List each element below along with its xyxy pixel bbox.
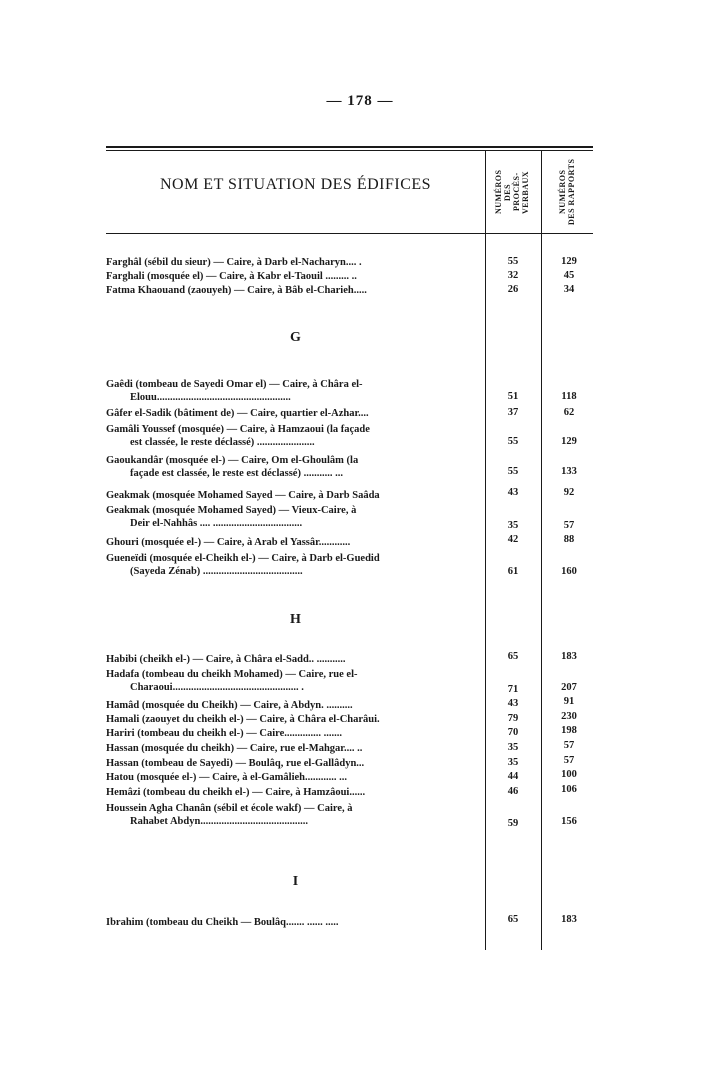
entry-text-continued: Charaoui................................................ . [130, 682, 304, 693]
entry-text-continued: façade est classée, le reste est déclassé) ........... ... [130, 468, 343, 479]
rapport-number: 57 [563, 740, 575, 751]
pv-number: 55 [507, 436, 519, 447]
column-divider-1 [485, 150, 486, 950]
pv-number: 44 [507, 771, 519, 782]
col1-line-2: DES [503, 183, 512, 201]
entry-hadafa [106, 668, 484, 694]
pv-number: 43 [507, 487, 519, 498]
rapport-number: 57 [563, 755, 575, 766]
entry-gafer-el-sadik [106, 407, 484, 420]
entry-text-continued: Elouu................................................... [130, 392, 291, 403]
rapport-number: 57 [563, 520, 575, 531]
entry-text: Habibi (cheikh el-) — Caire, à Châra el-Sadd.. ........... [106, 654, 346, 665]
rapport-number: 129 [561, 256, 577, 267]
entry-text: Farghali (mosquée el) — Caire, à Kabr el-Taouil ......... .. [106, 271, 357, 282]
section-letter-h: H [290, 612, 301, 627]
entry-hemazi [106, 786, 484, 799]
entry-text: Gaêdi (tombeau de Sayedi Omar el) — Caire, à Châra el- [106, 379, 363, 390]
table-top-rule-thin [106, 150, 593, 151]
pv-number: 46 [507, 786, 519, 797]
entry-gaedi [106, 378, 484, 404]
entry-text: Hamali (zaouyet du cheikh el-) — Caire, à Châra el-Charâui. [106, 714, 380, 725]
pv-number: 55 [507, 256, 519, 267]
pv-number: 71 [507, 684, 519, 695]
pv-number: 32 [507, 270, 519, 281]
entry-text: Hassan (mosquée du cheikh) — Caire, rue el-Mahgar.... .. [106, 743, 363, 754]
entry-hamad [106, 699, 484, 712]
col1-line-3: PROCÈS-VERBAUX [512, 170, 530, 214]
rapport-number: 133 [561, 466, 577, 477]
rapport-number: 118 [561, 391, 577, 402]
entry-text: Geakmak (mosquée Mohamed Sayed) — Vieux-Caire, à [106, 505, 357, 516]
entry-text: Hariri (tombeau du cheikh el-) — Caire.............. ....... [106, 728, 343, 739]
pv-number: 51 [507, 391, 519, 402]
entry-gueneidi [106, 552, 484, 578]
column-divider-2 [541, 150, 542, 950]
entry-text-continued: Deir el-Nahhâs .... .................................. [130, 518, 303, 529]
entry-text: Gaoukandâr (mosquée el-) — Caire, Om el-Ghoulâm (la [106, 455, 359, 466]
rapport-number: 160 [561, 566, 577, 577]
pv-number: 26 [507, 284, 519, 295]
entry-hamali [106, 713, 484, 726]
rapport-number: 62 [563, 407, 575, 418]
pv-number: 61 [507, 566, 519, 577]
col2-line-2: DES RAPPORTS [567, 158, 576, 226]
pv-number: 35 [507, 520, 519, 531]
entry-fatma-khaouand [106, 284, 484, 297]
entry-text-continued: (Sayeda Zénab) ...................................... [130, 566, 303, 577]
rapport-number: 100 [561, 769, 577, 780]
entry-text: Hadafa (tombeau du cheikh Mohamed) — Caire, rue el- [106, 669, 358, 680]
pv-number: 43 [507, 698, 519, 709]
entry-text: Ibrahim (tombeau du Cheikh — Boulâq....... ...... ..... [106, 917, 339, 928]
pv-number: 70 [507, 727, 519, 738]
rapport-number: 183 [561, 651, 577, 662]
entry-text: Geakmak (mosquée Mohamed Sayed — Caire, à Darb Saâda [106, 490, 380, 501]
rapport-number: 230 [561, 711, 577, 722]
page-number: — 178 — [326, 93, 394, 109]
entry-text-continued: Rahabet Abdyn......................................... [130, 816, 308, 827]
entry-text: Ghouri (mosquée el-) — Caire, à Arab el Yassâr............ [106, 537, 351, 548]
entry-text: Farghâl (sébil du sieur) — Caire, à Darb el-Nacharyn.... . [106, 257, 362, 268]
col2-line-1: NUMÉROS [558, 169, 567, 215]
entry-gaoukandar [106, 454, 484, 480]
rapport-number: 207 [561, 682, 577, 693]
entry-hatou [106, 771, 484, 784]
entry-habibi [106, 653, 484, 666]
entry-text-continued: est classée, le reste déclassé) ...................... [130, 437, 315, 448]
table-header-title: NOM ET SITUATION DES ÉDIFICES [159, 176, 432, 193]
pv-number: 37 [507, 407, 519, 418]
pv-number: 65 [507, 914, 519, 925]
rapport-number: 183 [561, 914, 577, 925]
pv-number: 42 [507, 534, 519, 545]
rapport-number: 92 [563, 487, 575, 498]
header-bottom-rule [106, 233, 593, 234]
entry-geakmak-2 [106, 504, 484, 530]
pv-number: 65 [507, 651, 519, 662]
column-header-rapports [558, 154, 576, 230]
entry-text: Hassan (tombeau de Sayedi) — Boulâq, rue el-Gallâdyn... [106, 758, 365, 769]
rapport-number: 129 [561, 436, 577, 447]
entry-farghali-mosquee [106, 270, 484, 283]
table-top-rule [106, 146, 593, 148]
rapport-number: 106 [561, 784, 577, 795]
entry-hassan-mosquee [106, 742, 484, 755]
entry-text: Fatma Khaouand (zaouyeh) — Caire, à Bâb el-Charieh..... [106, 285, 367, 296]
rapport-number: 198 [561, 725, 577, 736]
rapport-number: 91 [563, 696, 575, 707]
entry-ibrahim [106, 916, 484, 929]
pv-number: 55 [507, 466, 519, 477]
entry-houssein-agha [106, 802, 484, 828]
edifices-table [106, 146, 593, 946]
pv-number: 35 [507, 742, 519, 753]
rapport-number: 34 [563, 284, 575, 295]
entry-text: Gueneïdi (mosquée el-Cheikh el-) — Caire, à Darb el-Guedid [106, 553, 380, 564]
entry-farghal-sebil [106, 256, 484, 269]
section-letter-i: I [292, 874, 299, 889]
pv-number: 59 [507, 818, 519, 829]
pv-number: 35 [507, 757, 519, 768]
entry-ghouri [106, 536, 484, 549]
entry-hariri [106, 727, 484, 740]
col1-line-1: NUMÉROS [494, 169, 503, 215]
entry-gamali-youssef [106, 423, 484, 449]
rapport-number: 88 [563, 534, 575, 545]
section-letter-g: G [290, 330, 301, 345]
entry-geakmak-1 [106, 489, 484, 502]
entry-text: Houssein Agha Chanân (sébil et école wakf) — Caire, à [106, 803, 353, 814]
pv-number: 79 [507, 713, 519, 724]
rapport-number: 156 [561, 816, 577, 827]
entry-text: Hamâd (mosquée du Cheikh) — Caire, à Abdyn. .......... [106, 700, 353, 711]
entry-hassan-tombeau [106, 757, 484, 770]
entry-text: Gamâli Youssef (mosquée) — Caire, à Hamzaoui (la façade [106, 424, 370, 435]
entry-text: Gâfer el-Sadik (bâtiment de) — Caire, quartier el-Azhar.... [106, 408, 369, 419]
entry-text: Hemâzi (tombeau du cheikh el-) — Caire, à Hamzâoui...... [106, 787, 366, 798]
rapport-number: 45 [563, 270, 575, 281]
entry-text: Hatou (mosquée el-) — Caire, à el-Gamâlieh............ ... [106, 772, 347, 783]
column-header-proces-verbaux [494, 156, 530, 228]
